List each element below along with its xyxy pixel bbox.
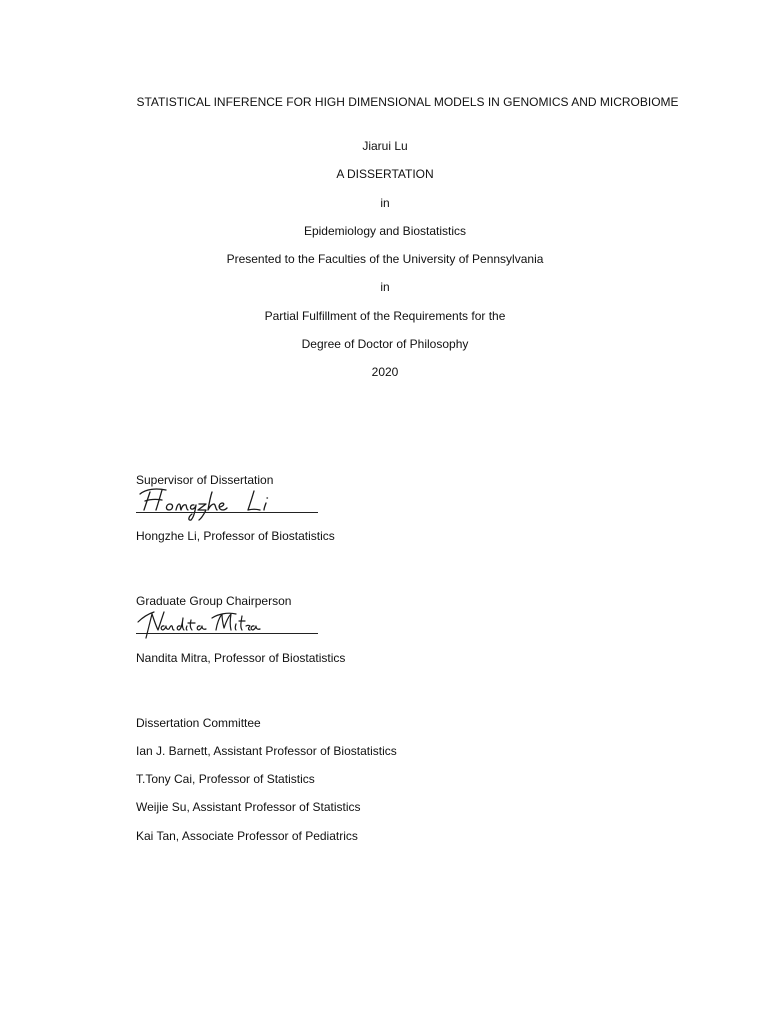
presented-statement: Presented to the Faculties of the University of Pennsylvania: [226, 252, 544, 266]
supervisor-signature-line: [136, 512, 318, 513]
committee-member: Weijie Su, Assistant Professor of Statistics: [136, 800, 361, 814]
degree-name: Degree of Doctor of Philosophy: [301, 337, 469, 351]
committee-member: Ian J. Barnett, Assistant Professor of Biostatistics: [136, 744, 397, 758]
document-type: A DISSERTATION: [336, 167, 434, 181]
dissertation-title: STATISTICAL INFERENCE FOR HIGH DIMENSIONAL MODELS IN GENOMICS AND MICROBIOME: [136, 95, 679, 109]
chair-heading: Graduate Group Chairperson: [136, 594, 292, 608]
committee-member: Kai Tan, Associate Professor of Pediatrics: [136, 829, 358, 843]
field-of-study: Epidemiology and Biostatistics: [303, 224, 467, 238]
committee-member: T.Tony Cai, Professor of Statistics: [136, 772, 315, 786]
in-text-2: in: [380, 280, 390, 294]
year: 2020: [371, 365, 399, 379]
supervisor-signature: [136, 484, 336, 524]
chair-signature-line: [136, 633, 318, 634]
author-name: Jiarui Lu: [362, 139, 408, 153]
in-text-1: in: [380, 196, 390, 210]
chair-name: Nandita Mitra, Professor of Biostatistics: [136, 651, 346, 665]
supervisor-name: Hongzhe Li, Professor of Biostatistics: [136, 529, 335, 543]
fulfillment-statement: Partial Fulfillment of the Requirements for the: [264, 309, 506, 323]
committee-heading: Dissertation Committee: [136, 716, 261, 730]
supervisor-heading: Supervisor of Dissertation: [136, 473, 274, 487]
chair-signature: [136, 606, 336, 646]
